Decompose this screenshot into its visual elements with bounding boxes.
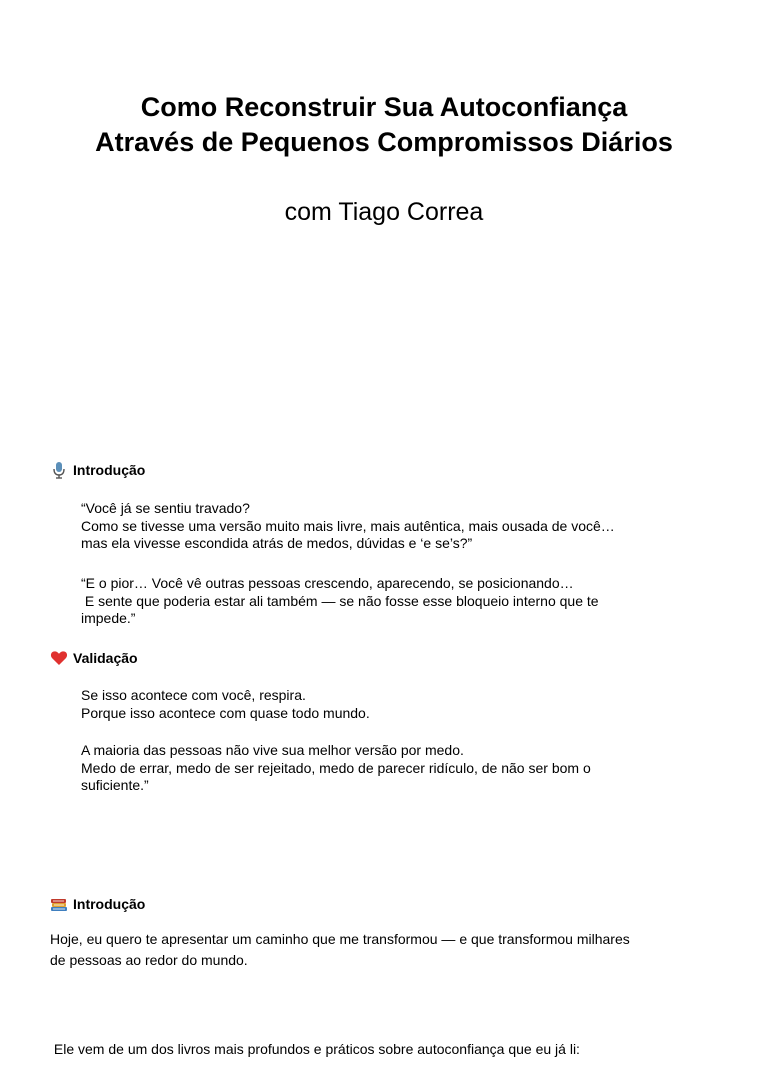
title-line-2: Através de Pequenos Compromissos Diários <box>95 127 673 157</box>
microphone-icon <box>50 461 68 479</box>
paragraph <box>81 742 591 795</box>
document-subtitle: com Tiago Correa <box>284 198 484 226</box>
paragraph-line: Se isso acontece com você, respira. <box>81 687 306 703</box>
section-heading-label: Introdução <box>73 462 146 478</box>
paragraph-line: de pessoas ao redor do mundo. <box>50 952 248 968</box>
paragraph-line: Como se tivesse uma versão muito mais livre, mais autêntica, mais ousada de você… <box>81 517 615 534</box>
section-heading-label: Introdução <box>73 896 146 912</box>
section-heading-introducao <box>50 461 145 479</box>
section-heading-label: Validação <box>73 650 138 666</box>
paragraph-line: Porque isso acontece com quase todo mundo. <box>81 704 370 721</box>
document-title <box>0 90 768 160</box>
paragraph-line: Hoje, eu quero te apresentar um caminho que me transformou — e que transformou milhares <box>50 931 630 947</box>
paragraph-line: “Você já se sentiu travado? <box>81 500 250 516</box>
section-heading-introducao-livros <box>50 895 145 913</box>
paragraph-line: mas ela vivesse escondida atrás de medos, dúvidas e ‘e se’s?” <box>81 535 473 551</box>
books-icon <box>50 895 68 913</box>
paragraph <box>81 575 599 628</box>
paragraph <box>81 500 615 553</box>
paragraph <box>81 687 370 722</box>
paragraph-line: impede.” <box>81 610 136 626</box>
paragraph-line: Ele vem de um dos livros mais profundos e práticos sobre autoconfiança que eu já li: <box>50 1041 580 1057</box>
paragraph-line: E sente que poderia estar ali também — se não fosse esse bloqueio interno que te <box>81 592 599 609</box>
paragraph-line: Medo de errar, medo de ser rejeitado, medo de parecer ridículo, de não ser bom o <box>81 759 591 776</box>
paragraph-line: “E o pior… Você vê outras pessoas crescendo, aparecendo, se posicionando… <box>81 575 574 591</box>
section-heading-validacao <box>50 649 138 667</box>
title-line-1: Como Reconstruir Sua Autoconfiança <box>140 92 628 122</box>
paragraph-line: A maioria das pessoas não vive sua melhor versão por medo. <box>81 742 464 758</box>
heart-icon <box>50 649 68 667</box>
paragraph <box>50 929 630 971</box>
paragraph <box>50 1006 580 1076</box>
paragraph-line: suficiente.” <box>81 777 149 793</box>
